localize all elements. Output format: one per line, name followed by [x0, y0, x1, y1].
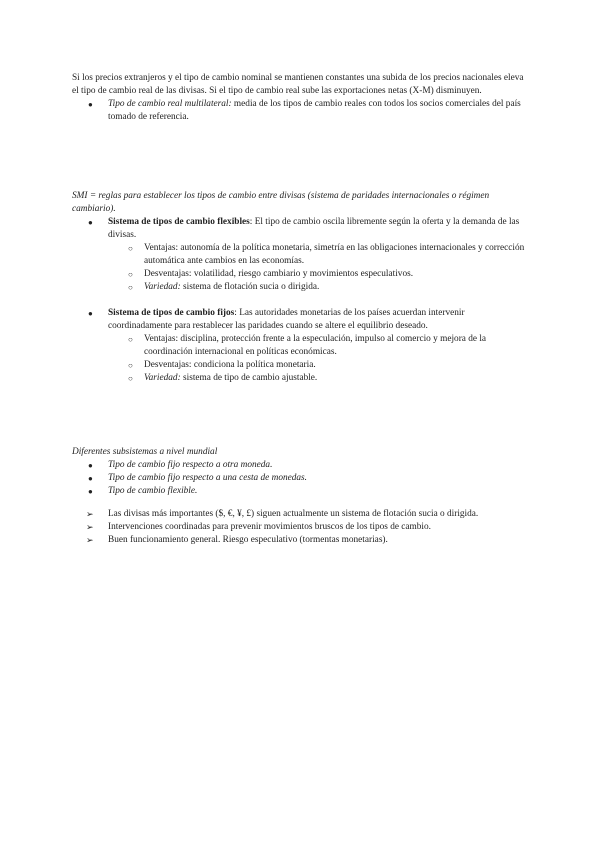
- section-heading: Diferentes subsistemas a nivel mundial: [72, 447, 218, 457]
- subsystem-text: Tipo de cambio flexible.: [108, 486, 198, 496]
- system-text: : El tipo de cambio oscila libremente según la oferta y la demanda de las divisas.: [108, 217, 520, 240]
- circle-bullet-icon: ○: [128, 374, 133, 383]
- sub-list-item: [72, 268, 528, 281]
- sub-text: Desventajas: volatilidad, riesgo cambiario y movimientos especulativos.: [144, 269, 414, 279]
- subsystem-list: [72, 459, 528, 498]
- arrow-bullet-icon: ➢: [86, 535, 94, 545]
- arrow-text: Las divisas más importantes ($, €, ¥, £) siguen actualmente un sistema de flotación sucia o dirigida.: [108, 509, 479, 519]
- arrow-bullet-icon: ➢: [86, 522, 94, 532]
- sub-list-item: [72, 242, 528, 268]
- term-label: Tipo de cambio real multilateral:: [108, 99, 232, 109]
- bullet-list: [72, 98, 528, 124]
- smi-definition: SMI = reglas para establecer los tipos de cambio entre divisas (sistema de paridades internacionales o régimen cambiario).: [72, 191, 490, 214]
- subsystem-text: Tipo de cambio fijo respecto a otra moneda.: [108, 460, 273, 470]
- subsystem-text: Tipo de cambio fijo respecto a una cesta de monedas.: [108, 473, 307, 483]
- circle-bullet-icon: ○: [128, 270, 133, 279]
- circle-bullet-icon: ○: [128, 244, 133, 253]
- sub-label: Variedad:: [144, 373, 181, 383]
- sub-text: Ventajas: autonomía de la política monetaria, simetría en las obligaciones internacionales y corrección automática ante cambios en las economías.: [144, 243, 525, 266]
- arrow-text: Intervenciones coordinadas para prevenir movimientos bruscos de los tipos de cambio.: [108, 522, 431, 532]
- intro-paragraph: Si los precios extranjeros y el tipo de cambio nominal se mantienen constantes una subida de los precios nacionales eleva el tipo de cambio real de las divisas. Si el tipo de cambio real sube las exportaciones netas (X-M) disminuyen.: [72, 73, 524, 96]
- section-subsystems: [72, 446, 528, 547]
- bullet-dot-icon: ●: [88, 461, 93, 470]
- sub-list-item: [72, 281, 528, 294]
- bullet-dot-icon: ●: [88, 474, 93, 483]
- list-item-flexible-system: [72, 216, 528, 242]
- list-item: [72, 485, 528, 498]
- system-list: [72, 307, 528, 385]
- section-real-exchange-rate: [72, 72, 528, 124]
- bullet-dot-icon: ●: [88, 309, 93, 318]
- sub-text: sistema de tipo de cambio ajustable.: [180, 373, 318, 383]
- bullet-dot-icon: ●: [88, 100, 93, 109]
- bullet-dot-icon: ●: [88, 487, 93, 496]
- arrow-list: [72, 508, 528, 547]
- list-item: [72, 521, 528, 534]
- sub-list-item: [72, 372, 528, 385]
- system-list: [72, 216, 528, 294]
- system-term: Sistema de tipos de cambio flexibles: [108, 217, 250, 227]
- list-item: [72, 508, 528, 521]
- list-item: [72, 472, 528, 485]
- circle-bullet-icon: ○: [128, 283, 133, 292]
- arrow-bullet-icon: ➢: [86, 509, 94, 519]
- circle-bullet-icon: ○: [128, 361, 133, 370]
- sub-list-item: [72, 333, 528, 359]
- term-text: media de los tipos de cambio reales con todos los socios comerciales del país tomado de referencia.: [108, 99, 521, 122]
- sub-label: Variedad:: [144, 282, 181, 292]
- list-item: [72, 534, 528, 547]
- list-item: [72, 98, 528, 124]
- section-smi: [72, 190, 528, 385]
- sub-text: Ventajas: disciplina, protección frente a la especulación, impulso al comercio y mejora de la coordinación internacional en políticas económicas.: [144, 334, 487, 357]
- system-text: : Las autoridades monetarias de los países acuerdan intervenir coordinadamente para restablecer las paridades cuando se altere el equilibrio deseado.: [108, 308, 465, 331]
- system-term: Sistema de tipos de cambio fijos: [108, 308, 235, 318]
- sub-list-item: [72, 359, 528, 372]
- bullet-dot-icon: ●: [88, 218, 93, 227]
- circle-bullet-icon: ○: [128, 335, 133, 344]
- list-item: [72, 459, 528, 472]
- list-item-fixed-system: [72, 307, 528, 333]
- sub-text: sistema de flotación sucia o dirigida.: [180, 282, 320, 292]
- arrow-text: Buen funcionamiento general. Riesgo especulativo (tormentas monetarias).: [108, 535, 388, 545]
- sub-text: Desventajas: condiciona la política monetaria.: [144, 360, 316, 370]
